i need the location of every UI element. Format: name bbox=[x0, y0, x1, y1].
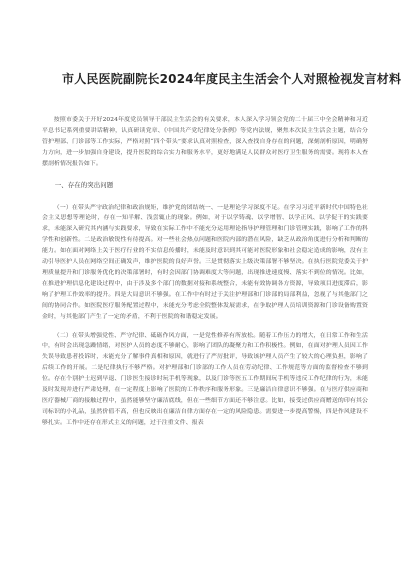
body-paragraph-1: （一）在带头严守政治纪律和政治规矩，维护党的团结统一、一是理论学习深度不足。在学习习近平新时代中国特色社会主义思想等理论时，存在一知半解、浅尝辄止的现象。例如，对于以学铸魂、以学增智、以学正风、以学促干的实践要求，未能深入研究其内涵与实践要求，导致在实际工作中不能充分运用理论指导护理管理和门诊管理实践，影响了工作的科学性和创新性。二是政治敏锐性有待提高。对一些社会热点问题和医院内部的潜在风险，缺乏从政治角度进行分析和判断的能力。如在面对网络上关于医疗行业的不实信息传播时，未能及时意识到其可能对医院形象和社会稳定造成的影响，没有主动引导医护人员在网络空间正确发声，维护医院的良好声誉。三是贯彻落实上级决策部署不够坚决。在执行医院党委关于护理质量提升和门诊服务优化的决策部署时，有时会因部门协调难度大等问题，出现推进速度慢、落实不到位的情况。比如，在推进护理信息化建设过程中，由于涉及多个部门的数据对接和系统整合，未能有效协调各方资源，导致项目进度滞后，影响了护理工作效率的提升。四是大局意识不够强。在工作中有时过于关注护理部和门诊部的局部利益，忽视了与其他部门之间的协同合作。如医院医疗服务配置过程中，未能充分考虑全院整体发展需求，在争取护理人员培训资源和门诊设备购置资金时，与其他部门产生了一定的矛盾，不利于医院的和谐稳定发展。 bbox=[42, 204, 368, 320]
intro-paragraph: 按照市委关于开好2024年度党员领导干部民主生活会的有关要求，本人深入学习领会党的二十届三中全会精神和习近平总书记系列重要讲话精神，认真研读党章、《中国共产党纪律处分条例》等党内法规，聚焦本次民主生活会主题，结合分管护理部、门诊部等工作实际，严格对照“四个带头”要求认真对照检查，深入查找自身存在的问题，深刻剖析原因，明确努力方向，进一步加强自身建设，提升医院的综合实力和服务水平，更好地满足人民群众对医疗卫生服务的需要。现将本人查摆剖析情况报告如下。 bbox=[42, 117, 368, 167]
body-paragraph-2: （二）在带头增强党性、严守纪律、砥砺作风方面，一是党性修养有所放松。随着工作压力的增大，在日常工作和生活中，有时会出现急躁情绪，对医护人员的态度不够耐心，影响了团队的凝聚力和工作积极性。例如，在面对护理人员因工作失误导致患者投诉时，未能充分了解事件真相和原因，就进行了严厉批评，导致该护理人员产生了较大的心理负担，影响了后续工作的开展。二是纪律执行不够严格。对护理部和门诊部的工作人员在劳动纪律、工作规范等方面的监督检查不够到位。存在个别护士迟到早退、门诊医生接诊时玩手机等现象，以及门诊等医五工作期间玩手机等违反工作纪律的行为，未能及时发现并进行严肃处理，在一定程度上影响了医院的工作秩序和服务形象。三是廉洁自律意识不够强。在与医疗供应商和医疗器械厂商的接触过程中，虽然能够坚守廉洁底线，但在一些细节方面还不够注意。比如，接受过供应商赠送的印有其公司标识的小礼品，虽然价值不高，但也反映出在廉洁自律方面存在一定的风险隐患。需要进一步提高警惕，四是作风建设不够扎实。工作中还存在形式主义的问题，过于注重文件、报表 bbox=[42, 332, 368, 426]
section-heading: 一、存在的突出问题 bbox=[54, 180, 114, 189]
document-title: 市人民医院副院长2024年度民主生活会个人对照检视发言材料 bbox=[62, 72, 402, 86]
